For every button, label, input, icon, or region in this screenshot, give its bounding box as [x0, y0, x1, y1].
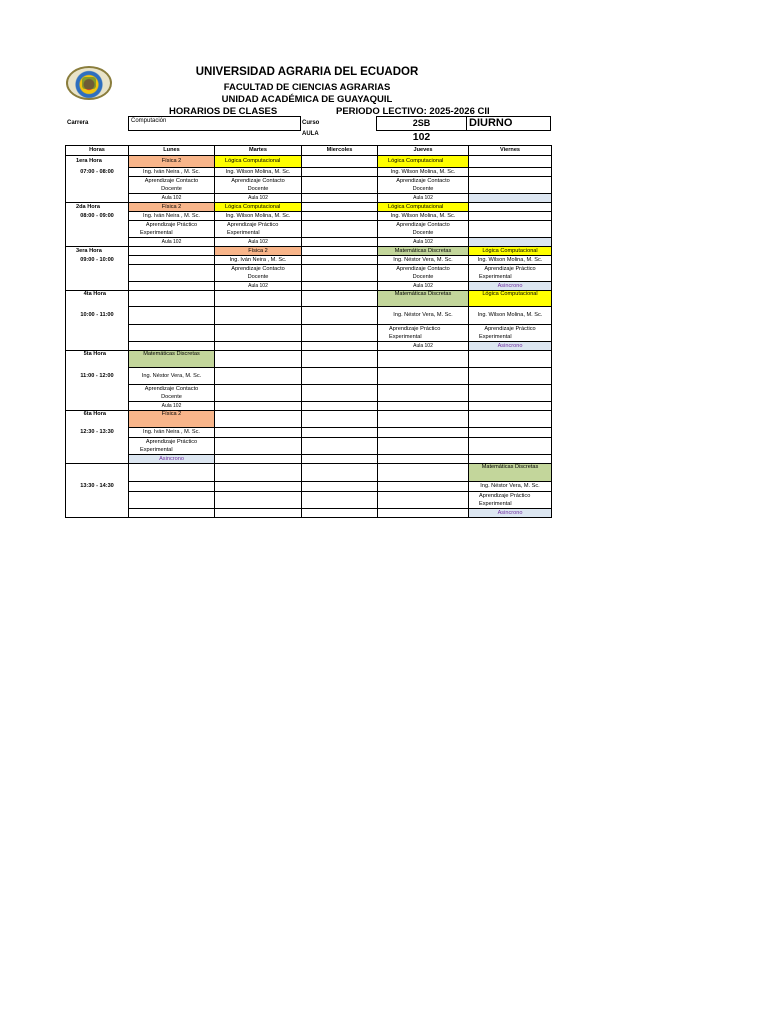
modality-cell: Experimental [469, 500, 552, 509]
empty-cell [302, 385, 378, 394]
slot-spacer [66, 221, 129, 230]
empty-cell [469, 194, 552, 203]
empty-cell [215, 393, 302, 402]
empty-cell [302, 247, 378, 256]
empty-cell [302, 393, 378, 402]
slot-time: 13:30 - 14:30 [66, 482, 129, 492]
slot-spacer [66, 500, 129, 509]
empty-cell [378, 428, 469, 438]
empty-cell [469, 368, 552, 385]
empty-cell [215, 368, 302, 385]
modality-cell: Aprendizaje Práctico [469, 325, 552, 334]
empty-cell [378, 385, 469, 394]
col-header: Horas [66, 146, 129, 156]
table-row [66, 307, 552, 325]
modality-cell: Aprendizaje Contacto [378, 177, 469, 186]
empty-cell [215, 325, 302, 334]
room-cell: Aula 102 [378, 342, 469, 351]
empty-cell [469, 168, 552, 177]
empty-cell [302, 438, 378, 447]
teacher-cell: Ing. Wilson Molina, M. Sc. [469, 307, 552, 325]
subject-cell: Matemáticas Discretas [378, 247, 469, 256]
empty-cell [469, 402, 552, 411]
modality-cell: Docente [378, 229, 469, 238]
empty-cell [129, 247, 215, 256]
empty-cell [378, 482, 469, 492]
empty-cell [302, 229, 378, 238]
table-row [66, 500, 552, 509]
modality-cell: Aprendizaje Contacto [378, 221, 469, 230]
empty-cell [129, 307, 215, 325]
empty-cell [302, 325, 378, 334]
modality-cell: Aprendizaje Contacto [215, 265, 302, 274]
empty-cell [129, 500, 215, 509]
empty-cell [469, 203, 552, 212]
empty-cell [378, 446, 469, 455]
modality-cell: Docente [129, 185, 215, 194]
subject-cell: Física 2 [129, 411, 215, 428]
modality-cell: Docente [215, 185, 302, 194]
empty-cell [302, 273, 378, 282]
empty-cell [469, 351, 552, 368]
aula-value: 102 [412, 131, 431, 143]
empty-cell [302, 282, 378, 291]
modality-cell: Experimental [378, 333, 469, 342]
empty-cell [302, 492, 378, 501]
teacher-cell: Ing. Wilson Molina, M. Sc. [215, 168, 302, 177]
empty-cell [302, 238, 378, 247]
empty-cell [302, 212, 378, 221]
table-row [66, 282, 552, 291]
schedule-table [65, 145, 552, 518]
slot-spacer [66, 402, 129, 411]
slot-spacer [66, 333, 129, 342]
empty-cell [378, 455, 469, 464]
modality-cell: Aprendizaje Contacto [129, 177, 215, 186]
carrera-field [128, 116, 301, 131]
empty-cell [469, 212, 552, 221]
slot-label: 1era Hora [66, 156, 129, 168]
empty-cell [469, 221, 552, 230]
slot-time: 09:00 - 10:00 [66, 256, 129, 265]
teacher-cell: Ing. Wilson Molina, M. Sc. [215, 212, 302, 221]
slot-spacer [66, 265, 129, 274]
table-row [66, 393, 552, 402]
empty-cell [215, 307, 302, 325]
empty-cell [469, 411, 552, 428]
slot-spacer [66, 455, 129, 464]
teacher-cell: Ing. Néstor Vera, M. Sc. [129, 368, 215, 385]
slot-spacer [66, 342, 129, 351]
subject-cell: Física 2 [215, 247, 302, 256]
empty-cell [302, 333, 378, 342]
table-row [66, 229, 552, 238]
modality-cell: Experimental [129, 446, 215, 455]
slot-time: 07:00 - 08:00 [66, 168, 129, 177]
room-cell: Aula 102 [129, 194, 215, 203]
subject-cell: Lógica Computacional [215, 203, 302, 212]
empty-cell [302, 342, 378, 351]
table-row [66, 411, 552, 428]
jornada-field [466, 116, 551, 131]
room-cell: Aula 102 [215, 238, 302, 247]
empty-cell [302, 402, 378, 411]
empty-cell [469, 156, 552, 168]
table-row [66, 156, 552, 168]
table-row [66, 168, 552, 177]
modality-cell: Aprendizaje Práctico [469, 265, 552, 274]
empty-cell [378, 402, 469, 411]
empty-cell [469, 229, 552, 238]
subject-cell: Matemáticas Discretas [378, 291, 469, 307]
empty-cell [302, 291, 378, 307]
table-row [66, 428, 552, 438]
empty-cell [129, 265, 215, 274]
slot-label: 2da Hora [66, 203, 129, 212]
carrera-value: Computación [131, 118, 167, 124]
empty-cell [215, 411, 302, 428]
empty-cell [129, 333, 215, 342]
empty-cell [215, 333, 302, 342]
empty-cell [129, 256, 215, 265]
empty-cell [469, 185, 552, 194]
empty-cell [215, 428, 302, 438]
subject-cell: Lógica Computacional [469, 247, 552, 256]
table-row [66, 265, 552, 274]
empty-cell [378, 393, 469, 402]
slot-spacer [66, 282, 129, 291]
subject-cell: Física 2 [129, 156, 215, 168]
teacher-cell: Ing. Néstor Vera, M. Sc. [378, 256, 469, 265]
carrera-label: Carrera [67, 120, 89, 126]
table-row [66, 177, 552, 186]
teacher-cell: Ing. Wilson Molina, M. Sc. [378, 212, 469, 221]
empty-cell [215, 446, 302, 455]
table-row [66, 203, 552, 212]
teacher-cell: Ing. Iván Neira , M. Sc. [129, 212, 215, 221]
empty-cell [302, 411, 378, 428]
empty-cell [378, 509, 469, 518]
modality-cell: Docente [215, 273, 302, 282]
slot-spacer [66, 393, 129, 402]
empty-cell [469, 177, 552, 186]
page-title: HORARIOS DE CLASES [169, 106, 278, 117]
empty-cell [215, 351, 302, 368]
empty-cell [302, 177, 378, 186]
room-cell: Aula 102 [129, 238, 215, 247]
empty-cell [302, 351, 378, 368]
empty-cell [302, 265, 378, 274]
modality-cell: Aprendizaje Práctico [469, 492, 552, 501]
faculty-name: FACULTAD DE CIENCIAS AGRARIAS [223, 82, 391, 93]
modality-cell: Aprendizaje Práctico [129, 221, 215, 230]
table-row [66, 446, 552, 455]
empty-cell [378, 500, 469, 509]
empty-cell [215, 385, 302, 394]
empty-cell [302, 464, 378, 482]
modality-cell: Aprendizaje Contacto [215, 177, 302, 186]
slot-label: 5ta Hora [66, 351, 129, 368]
slot-time: 12:30 - 13:30 [66, 428, 129, 438]
col-header: Viernes [469, 146, 552, 156]
teacher-cell: Ing. Iván Neira , M. Sc. [129, 168, 215, 177]
table-row [66, 482, 552, 492]
empty-cell [129, 509, 215, 518]
empty-cell [302, 256, 378, 265]
slot-spacer [66, 185, 129, 194]
empty-cell [302, 509, 378, 518]
teacher-cell: Ing. Iván Neira , M. Sc. [129, 428, 215, 438]
room-cell: Aula 102 [129, 402, 215, 411]
slot-label: 4ta Hora [66, 291, 129, 307]
empty-cell [215, 482, 302, 492]
empty-cell [129, 342, 215, 351]
subject-cell: Lógica Computacional [378, 203, 469, 212]
empty-cell [378, 464, 469, 482]
empty-cell [302, 156, 378, 168]
empty-cell [302, 482, 378, 492]
subject-cell: Física 2 [129, 203, 215, 212]
curso-field [376, 116, 467, 131]
empty-cell [129, 282, 215, 291]
empty-cell [302, 221, 378, 230]
modality-cell: Docente [378, 185, 469, 194]
empty-cell [215, 438, 302, 447]
slot-time: 08:00 - 09:00 [66, 212, 129, 221]
table-row [66, 455, 552, 464]
room-cell: Aula 102 [215, 282, 302, 291]
empty-cell [378, 411, 469, 428]
slot-spacer [66, 325, 129, 334]
table-row [66, 247, 552, 256]
subject-cell: Matemáticas Discretas [469, 464, 552, 482]
modality-cell: Experimental [469, 333, 552, 342]
teacher-cell: Ing. Néstor Vera, M. Sc. [469, 482, 552, 492]
empty-cell [302, 194, 378, 203]
modality-cell: Aprendizaje Contacto [378, 265, 469, 274]
modality-cell: Experimental [469, 273, 552, 282]
university-name: UNIVERSIDAD AGRARIA DEL ECUADOR [195, 66, 419, 78]
empty-cell [129, 291, 215, 307]
room-cell: Aula 102 [378, 194, 469, 203]
table-row [66, 333, 552, 342]
slot-label: 6ta Hora [66, 411, 129, 428]
curso-value: 2SB [412, 118, 431, 128]
modality-cell: Aprendizaje Práctico [378, 325, 469, 334]
empty-cell [215, 464, 302, 482]
empty-cell [129, 492, 215, 501]
room-cell: Aula 102 [215, 194, 302, 203]
table-row [66, 212, 552, 221]
col-header: Jueves [378, 146, 469, 156]
empty-cell [469, 393, 552, 402]
slot-label [66, 464, 129, 482]
subject-cell: Lógica Computacional [469, 291, 552, 307]
empty-cell [215, 455, 302, 464]
col-header: Martes [215, 146, 302, 156]
slot-spacer [66, 509, 129, 518]
empty-cell [129, 325, 215, 334]
empty-cell [129, 464, 215, 482]
table-row [66, 291, 552, 307]
empty-cell [378, 492, 469, 501]
empty-cell [469, 238, 552, 247]
table-row [66, 256, 552, 265]
table-row [66, 385, 552, 394]
empty-cell [378, 438, 469, 447]
empty-cell [215, 402, 302, 411]
empty-cell [215, 492, 302, 501]
table-row [66, 402, 552, 411]
table-row [66, 351, 552, 368]
table-row [66, 438, 552, 447]
room-cell: Aula 102 [378, 238, 469, 247]
empty-cell [302, 455, 378, 464]
empty-cell [215, 291, 302, 307]
empty-cell [469, 455, 552, 464]
empty-cell [302, 185, 378, 194]
slot-spacer [66, 492, 129, 501]
col-header: Lunes [129, 146, 215, 156]
table-row [66, 464, 552, 482]
subject-cell: Matemáticas Discretas [129, 351, 215, 368]
teacher-cell: Ing. Wilson Molina, M. Sc. [469, 256, 552, 265]
empty-cell [469, 438, 552, 447]
modality-cell: Docente [129, 393, 215, 402]
table-row [66, 368, 552, 385]
empty-cell [302, 368, 378, 385]
slot-spacer [66, 177, 129, 186]
empty-cell [302, 446, 378, 455]
empty-cell [302, 500, 378, 509]
unit-name: UNIDAD ACADÉMICA DE GUAYAQUIL [221, 94, 393, 105]
empty-cell [215, 500, 302, 509]
async-cell: Asincrono [469, 342, 552, 351]
empty-cell [302, 203, 378, 212]
curso-label: Curso [302, 120, 320, 126]
slot-spacer [66, 385, 129, 394]
header-row [66, 146, 552, 156]
modality-cell: Aprendizaje Práctico [129, 438, 215, 447]
async-cell: Asincrono [469, 282, 552, 291]
empty-cell [302, 168, 378, 177]
modality-cell: Aprendizaje Contacto [129, 385, 215, 394]
table-row [66, 509, 552, 518]
col-header: Miercoles [302, 146, 378, 156]
subject-cell: Lógica Computacional [215, 156, 302, 168]
teacher-cell: Ing. Néstor Vera, M. Sc. [378, 307, 469, 325]
slot-time: 10:00 - 11:00 [66, 307, 129, 325]
table-row [66, 325, 552, 334]
empty-cell [302, 428, 378, 438]
modality-cell: Docente [378, 273, 469, 282]
slot-spacer [66, 229, 129, 238]
room-cell: Aula 102 [378, 282, 469, 291]
slot-spacer [66, 438, 129, 447]
aula-label: AULA [302, 131, 319, 137]
empty-cell [302, 307, 378, 325]
slot-spacer [66, 446, 129, 455]
slot-label: 3era Hora [66, 247, 129, 256]
table-row [66, 185, 552, 194]
table-row [66, 342, 552, 351]
table-row [66, 273, 552, 282]
async-cell: Asincrono [129, 455, 215, 464]
slot-time: 11:00 - 12:00 [66, 368, 129, 385]
empty-cell [378, 368, 469, 385]
empty-cell [469, 385, 552, 394]
subject-cell: Lógica Computacional [378, 156, 469, 168]
modality-cell: Experimental [129, 229, 215, 238]
empty-cell [469, 428, 552, 438]
slot-spacer [66, 273, 129, 282]
table-row [66, 221, 552, 230]
modality-cell: Experimental [215, 229, 302, 238]
slot-spacer [66, 194, 129, 203]
teacher-cell: Ing. Wilson Molina, M. Sc. [378, 168, 469, 177]
slot-spacer [66, 238, 129, 247]
table-row [66, 238, 552, 247]
empty-cell [129, 482, 215, 492]
empty-cell [378, 351, 469, 368]
empty-cell [129, 273, 215, 282]
table-row [66, 194, 552, 203]
teacher-cell: Ing. Iván Neira , M. Sc. [215, 256, 302, 265]
empty-cell [215, 342, 302, 351]
empty-cell [215, 509, 302, 518]
modality-cell: Aprendizaje Práctico [215, 221, 302, 230]
period-label: PERIODO LECTIVO: 2025-2026 CII [336, 106, 490, 117]
async-cell: Asincrono [469, 509, 552, 518]
table-row [66, 492, 552, 501]
empty-cell [469, 446, 552, 455]
jornada-value: DIURNO [469, 117, 513, 129]
